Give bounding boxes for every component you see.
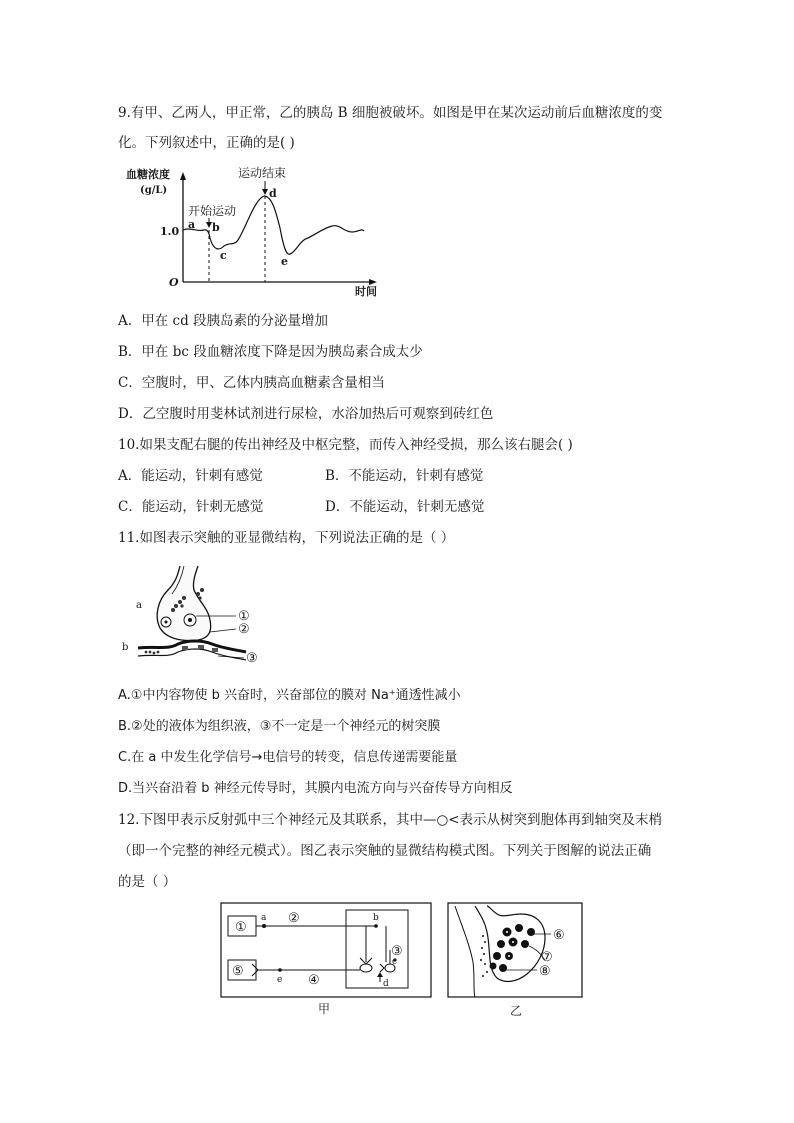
end-exercise-label: 运动结束 (238, 166, 287, 180)
q12-reflex-arc-figure (220, 902, 432, 998)
synaptic-vesicles (490, 924, 536, 972)
caption-yi: 乙 (510, 1004, 523, 1018)
presynaptic-terminal (157, 566, 210, 641)
y-axis-arrow (180, 172, 186, 180)
point-c: c (220, 249, 227, 262)
q10-stem: 10.如果支配右腿的传出神经及中枢完整，而传入神经受损，那么该右腿会( ) (118, 437, 573, 453)
label-3: ③ (246, 651, 258, 666)
letter-e: e (277, 975, 283, 985)
q11-stem: 11.如图表示突触的亚显微结构，下列说法正确的是（ ） (118, 530, 455, 546)
q12-stem-line3: 的是（ ） (118, 874, 177, 890)
q10-option-b: B．不能运动，针刺有感觉 (325, 468, 484, 484)
label-1: ① (238, 609, 250, 624)
q11-option-c: C.在 a 中发生化学信号→电信号的转变，信息传递需要能量 (118, 750, 458, 765)
letter-a: a (261, 913, 267, 923)
label-6: ⑥ (553, 928, 565, 943)
q11-synapse-figure (118, 560, 278, 670)
q10-option-d: D．不能运动，针刺无感觉 (325, 499, 485, 515)
letter-c: c (392, 957, 398, 967)
receptor-dots (145, 651, 160, 655)
letter-b: b (373, 913, 379, 923)
postsynaptic-membrane (138, 641, 246, 652)
figure-frame (448, 903, 582, 997)
origin-label: O (169, 276, 179, 289)
x-axis-label: 时间 (355, 285, 377, 298)
label-4: ④ (308, 973, 320, 988)
label-3: ③ (391, 944, 403, 959)
label-5: ⑤ (232, 964, 244, 979)
caption-jia: 甲 (318, 1002, 331, 1016)
q12-synapse-figure (447, 902, 583, 998)
y-tick-1: 1.0 (160, 225, 180, 238)
q11-option-a: A.①中内容物使 b 兴奋时，兴奋部位的膜对 Na⁺通透性减小 (118, 688, 461, 703)
letter-d: d (383, 979, 389, 989)
label-7: ⑦ (541, 950, 553, 965)
q11-option-d: D.当兴奋沿着 b 神经元传导时，其膜内电流方向与兴奋传导方向相反 (118, 781, 513, 796)
q11-option-b: B.②处的液体为组织液，③不一定是一个神经元的树突膜 (118, 719, 441, 734)
q9-option-a: A．甲在 cd 段胰岛素的分泌量增加 (118, 313, 329, 329)
q9-blood-sugar-graph (120, 160, 390, 300)
y-axis-label-1: 血糖浓度 (126, 168, 170, 181)
q9-option-d: D．乙空腹时用斐林试剂进行尿检，水浴加热后可观察到砖红色 (118, 406, 494, 422)
q9-option-b: B．甲在 bc 段血糖浓度下降是因为胰岛素合成太少 (118, 344, 423, 360)
point-a: a (188, 218, 196, 231)
q12-stem-line1: 12.下图甲表示反射弧中三个神经元及其联系，其中—○<表示从树突到胞体再到轴突及末梢 (118, 812, 663, 828)
q10-option-c: C．能运动，针刺无感觉 (118, 499, 264, 515)
q9-option-c: C．空腹时，甲、乙体内胰高血糖素含量相当 (118, 375, 385, 391)
label-2: ② (288, 911, 300, 926)
q9-stem-line1: 9.有甲、乙两人，甲正常，乙的胰岛 B 细胞被破坏。如图是甲在某次运动前后血糖浓度的变 (118, 105, 663, 121)
label-2: ② (238, 622, 250, 637)
label-a: a (136, 600, 142, 611)
label-b: b (122, 642, 129, 653)
point-b: b (212, 221, 220, 234)
neurotransmitter-dots (480, 935, 488, 977)
label-1: ① (235, 920, 247, 935)
q12-stem-line2: （即一个完整的神经元模式）。图乙表示突触的显微结构模式图。下列关于图解的说法正确 (118, 843, 652, 859)
q10-option-a: A．能运动，针刺有感觉 (118, 468, 263, 484)
q9-stem-line2: 化。下列叙述中，正确的是( ) (118, 135, 295, 151)
point-d: d (269, 187, 277, 200)
point-e: e (281, 255, 288, 268)
start-exercise-label: 开始运动 (188, 204, 237, 218)
y-axis-label-2: (g/L) (140, 185, 168, 196)
label-8: ⑧ (539, 964, 551, 979)
